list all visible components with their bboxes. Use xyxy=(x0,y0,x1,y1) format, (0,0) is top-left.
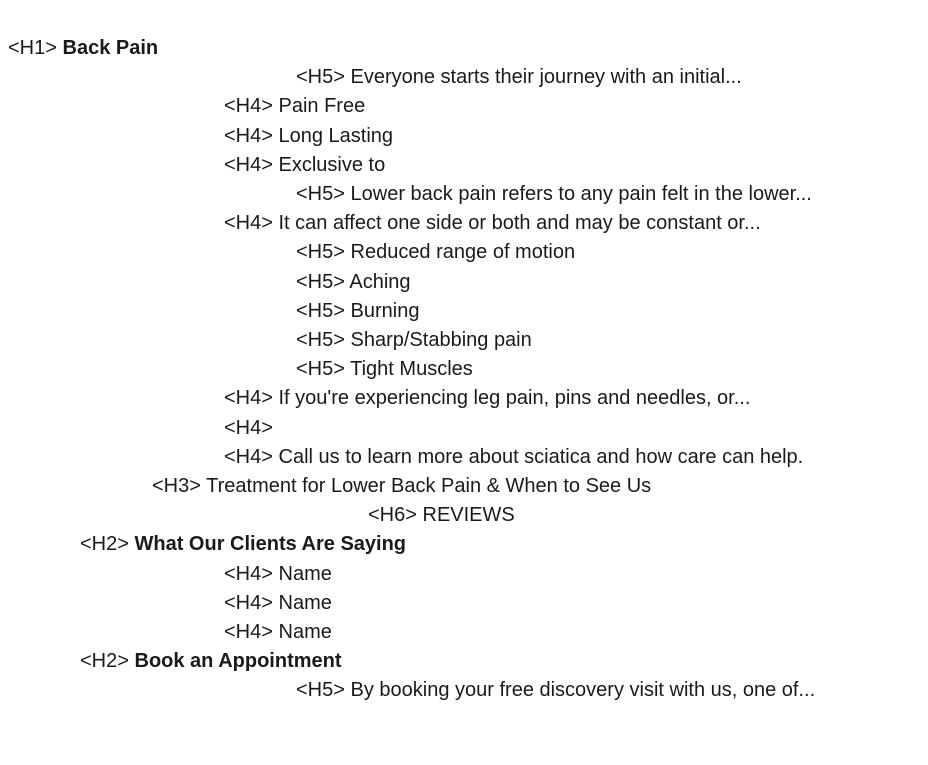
heading-tag: <H5> xyxy=(296,358,345,381)
outline-row-h4 xyxy=(224,589,332,618)
outline-row-h4 xyxy=(224,414,273,443)
outline-row-h5 xyxy=(296,180,812,209)
heading-text: Tight Muscles xyxy=(350,358,473,381)
heading-text: Reduced range of motion xyxy=(350,241,576,264)
heading-text: Back Pain xyxy=(62,37,159,59)
outline-row-h2 xyxy=(80,530,406,559)
outline-row-h2 xyxy=(80,647,342,676)
outline-row-h4 xyxy=(224,443,803,472)
heading-text: Long Lasting xyxy=(278,124,394,147)
outline-row-h4 xyxy=(224,151,385,180)
outline-row-h5 xyxy=(296,297,419,326)
outline-row-h5 xyxy=(296,63,742,92)
heading-tag: <H5> xyxy=(296,183,345,205)
heading-tag: <H5> xyxy=(296,329,345,351)
heading-tag: <H4> xyxy=(224,591,273,614)
heading-tag: <H5> xyxy=(296,679,345,702)
outline-row-h5 xyxy=(296,238,575,267)
heading-text: Name xyxy=(278,562,332,585)
outline-row-h4 xyxy=(224,122,393,151)
outline-row-h5 xyxy=(296,326,532,355)
outline-row-h4 xyxy=(224,560,332,589)
outline-row-h5 xyxy=(296,676,815,705)
heading-tag: <H1> xyxy=(8,37,57,59)
heading-tag: <H2> xyxy=(80,650,129,673)
heading-text: Name xyxy=(278,591,332,614)
heading-text: REVIEWS xyxy=(422,504,515,527)
heading-tag: <H5> xyxy=(296,270,345,293)
heading-tag: <H4> xyxy=(224,95,273,118)
outline-row-h4 xyxy=(224,384,750,413)
outline-row-h4 xyxy=(224,209,761,238)
heading-text: Aching xyxy=(349,270,411,293)
heading-text: Sharp/Stabbing pain xyxy=(350,329,532,351)
heading-text: Book an Appointment xyxy=(134,650,342,673)
heading-tag: <H5> xyxy=(296,299,345,322)
heading-tag: <H5> xyxy=(296,66,345,89)
outline-row-h5 xyxy=(296,355,473,384)
outline-row-h5 xyxy=(296,268,411,297)
outline-row-h4 xyxy=(224,618,332,647)
outline-row-h3 xyxy=(152,472,651,501)
outline-row-h6 xyxy=(368,501,515,530)
heading-tag: <H6> xyxy=(368,504,417,527)
outline-row-h4 xyxy=(224,92,365,121)
heading-tag: <H4> xyxy=(224,445,273,468)
heading-tag: <H4> xyxy=(224,153,273,176)
heading-tag: <H4> xyxy=(224,212,273,235)
heading-text: Lower back pain refers to any pain felt in the lower... xyxy=(350,183,812,205)
heading-tag: <H5> xyxy=(296,241,345,264)
heading-tag: <H4> xyxy=(224,387,273,410)
heading-text: It can affect one side or both and may be constant or... xyxy=(278,212,761,235)
heading-text: What Our Clients Are Saying xyxy=(134,533,407,556)
heading-text: Exclusive to xyxy=(278,153,386,176)
heading-text: Pain Free xyxy=(278,95,366,118)
heading-tag: <H4> xyxy=(224,416,273,439)
heading-text: Name xyxy=(278,621,332,643)
heading-text: By booking your free discovery visit with us, one of... xyxy=(350,679,816,702)
heading-text: Treatment for Lower Back Pain & When to See Us xyxy=(206,475,652,497)
heading-text: Call us to learn more about sciatica and how care can help. xyxy=(278,445,804,468)
heading-text: If you're experiencing leg pain, pins and needles, or... xyxy=(278,387,751,410)
heading-tag: <H4> xyxy=(224,124,273,147)
heading-tag: <H3> xyxy=(152,475,201,497)
outline-row-h1 xyxy=(8,34,158,63)
heading-tag: <H4> xyxy=(224,621,273,643)
heading-tag: <H2> xyxy=(80,533,129,556)
heading-text: Burning xyxy=(350,299,420,322)
heading-text: Everyone starts their journey with an initial... xyxy=(350,66,742,89)
heading-tag: <H4> xyxy=(224,562,273,585)
